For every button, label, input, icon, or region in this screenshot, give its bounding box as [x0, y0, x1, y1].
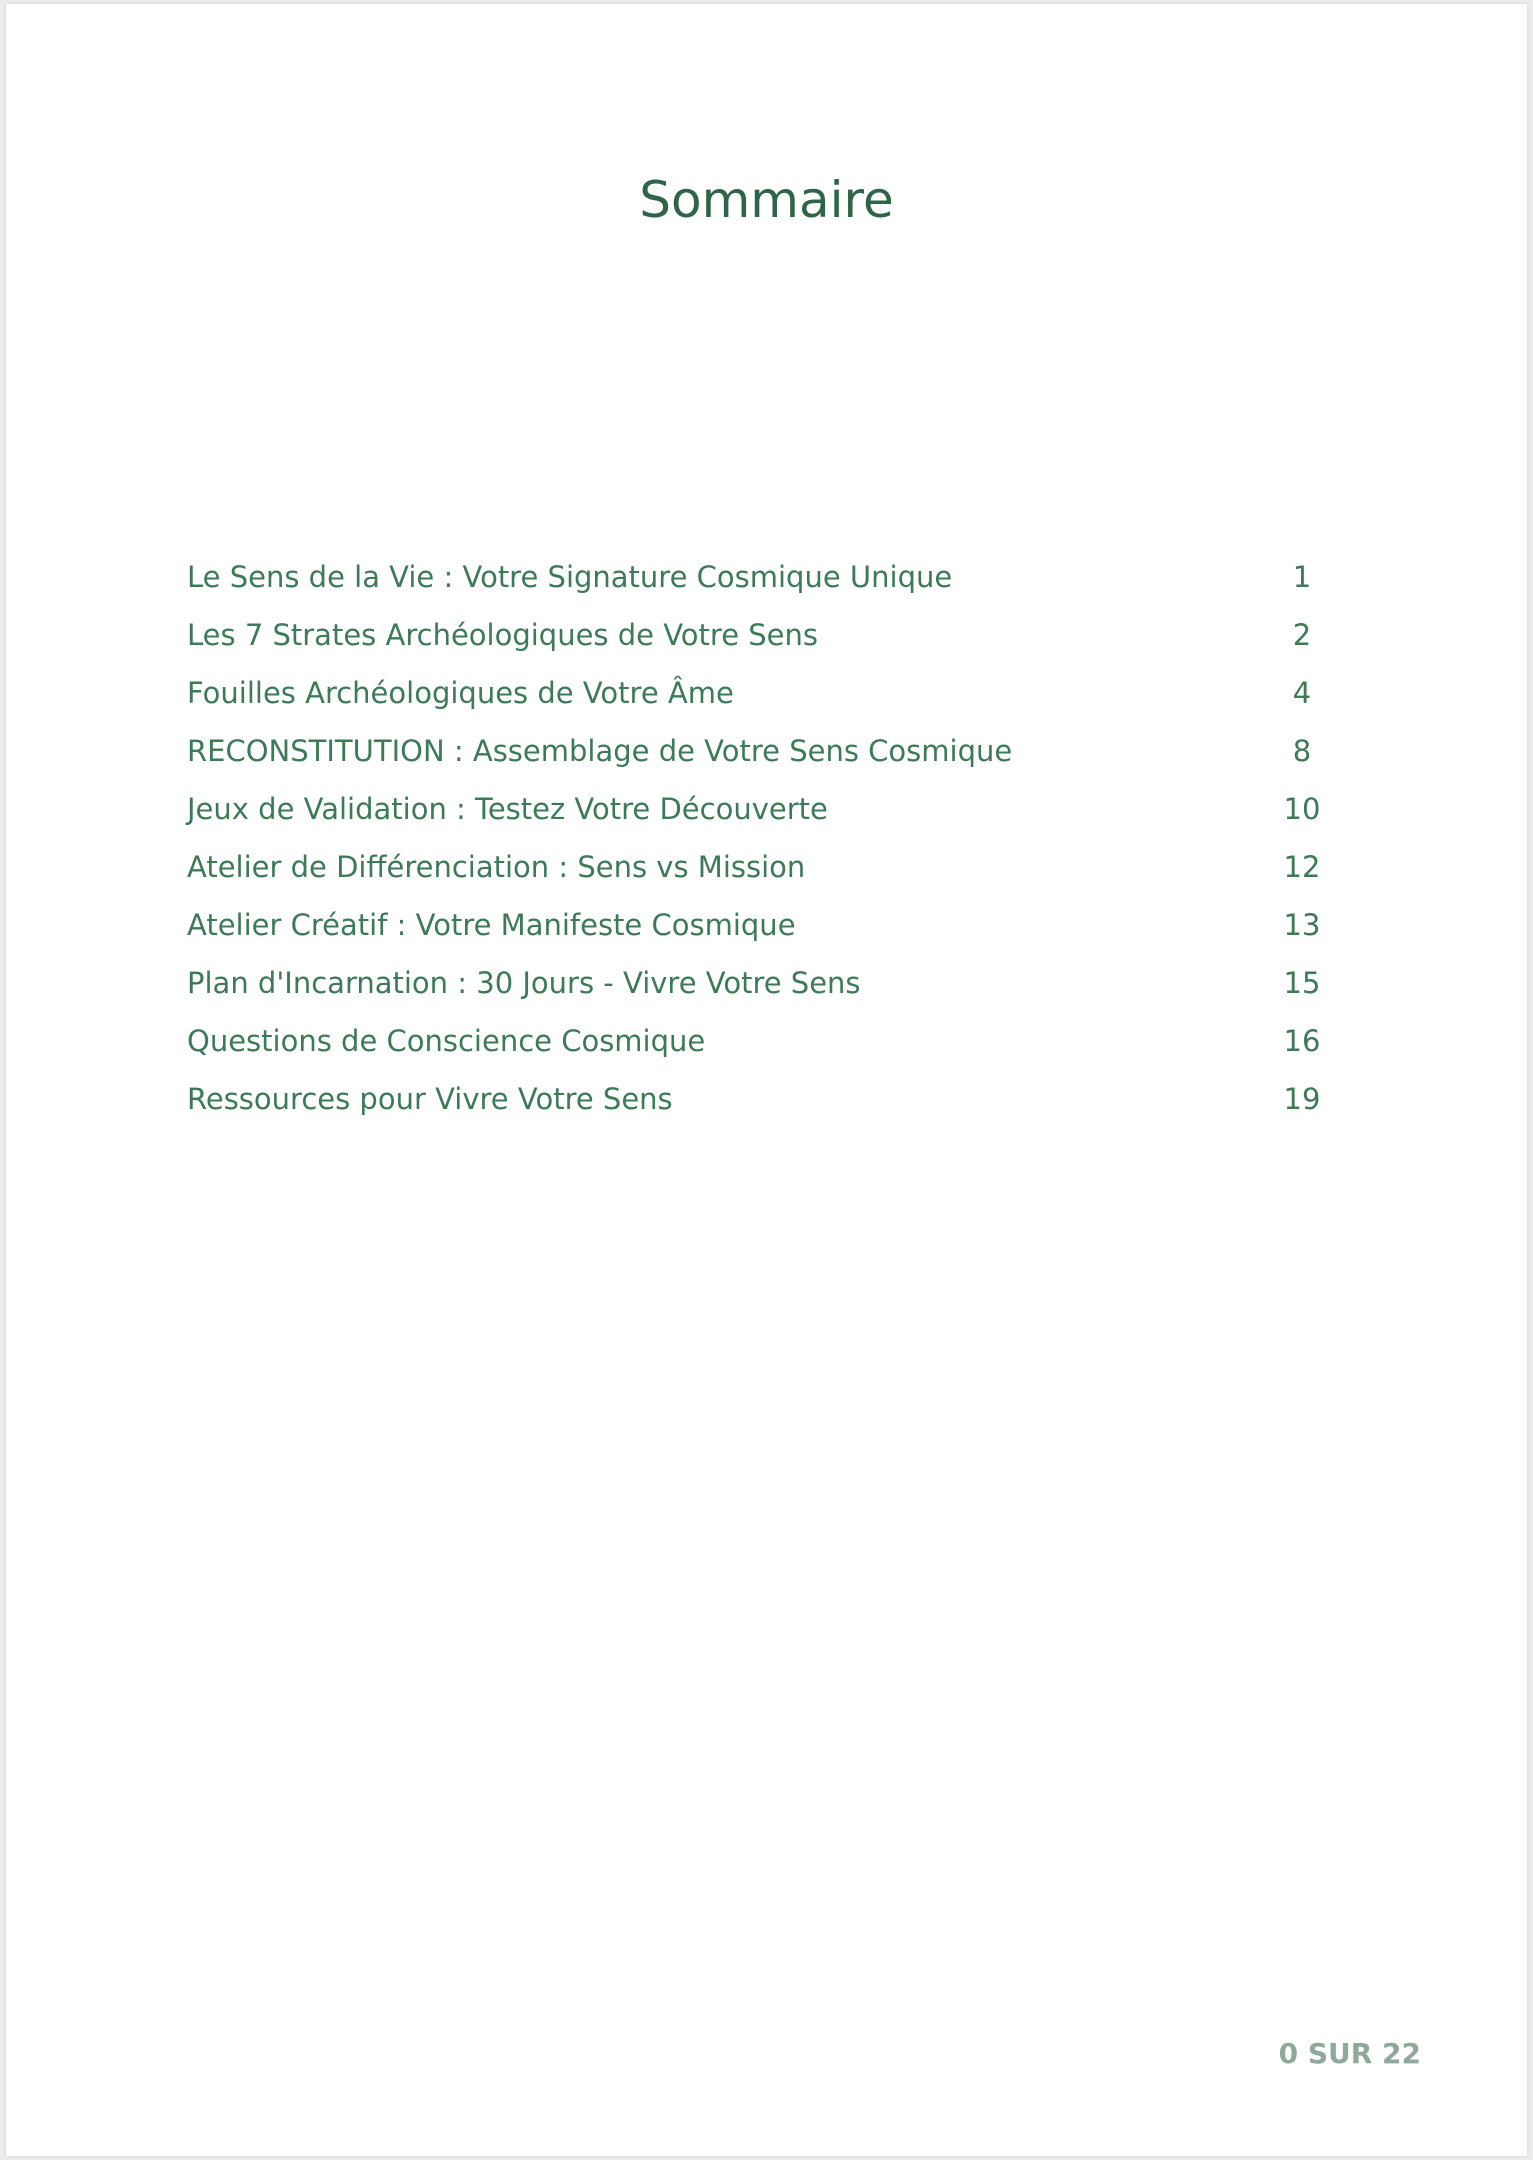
toc-entry-10[interactable]	[187, 1077, 1337, 1135]
toc-entry-label: RECONSTITUTION : Assemblage de Votre Sens Cosmique	[187, 734, 1013, 768]
toc-entry-page: 15	[1283, 966, 1321, 1000]
toc-entry-2[interactable]	[187, 613, 1337, 671]
toc-entry-label: Le Sens de la Vie : Votre Signature Cosmique Unique	[187, 560, 953, 594]
toc-entry-1[interactable]	[187, 555, 1337, 613]
toc-entry-5[interactable]	[187, 787, 1337, 845]
page-counter: 0 SUR 22	[1278, 2037, 1421, 2070]
page-title: Sommaire	[639, 171, 894, 229]
toc-entry-page: 4	[1292, 676, 1312, 710]
toc-entry-page: 12	[1283, 850, 1321, 884]
toc-entry-6[interactable]	[187, 845, 1337, 903]
toc-entry-9[interactable]	[187, 1019, 1337, 1077]
toc-entry-label: Fouilles Archéologiques de Votre Âme	[187, 676, 734, 710]
document-page	[6, 4, 1527, 2156]
toc-entry-page: 16	[1283, 1024, 1321, 1058]
toc-entry-page: 8	[1292, 734, 1312, 768]
toc-entry-page: 10	[1283, 792, 1321, 826]
toc-entry-label: Atelier Créatif : Votre Manifeste Cosmique	[187, 908, 796, 942]
toc-entry-label: Atelier de Différenciation : Sens vs Mission	[187, 850, 806, 884]
toc-entry-page: 13	[1283, 908, 1321, 942]
toc-entry-8[interactable]	[187, 961, 1337, 1019]
toc-entry-3[interactable]	[187, 671, 1337, 729]
toc-entry-page: 19	[1283, 1082, 1321, 1116]
toc-entry-page: 2	[1292, 618, 1312, 652]
toc-entry-label: Les 7 Strates Archéologiques de Votre Sens	[187, 618, 819, 652]
toc-entry-label: Plan d'Incarnation : 30 Jours - Vivre Votre Sens	[187, 966, 861, 1000]
toc-entry-label: Jeux de Validation : Testez Votre Découverte	[187, 792, 828, 826]
toc-entry-4[interactable]	[187, 729, 1337, 787]
toc-entry-7[interactable]	[187, 903, 1337, 961]
toc-entry-page: 1	[1292, 560, 1312, 594]
table-of-contents	[187, 555, 1337, 1135]
toc-entry-label: Questions de Conscience Cosmique	[187, 1024, 706, 1058]
toc-entry-label: Ressources pour Vivre Votre Sens	[187, 1082, 673, 1116]
